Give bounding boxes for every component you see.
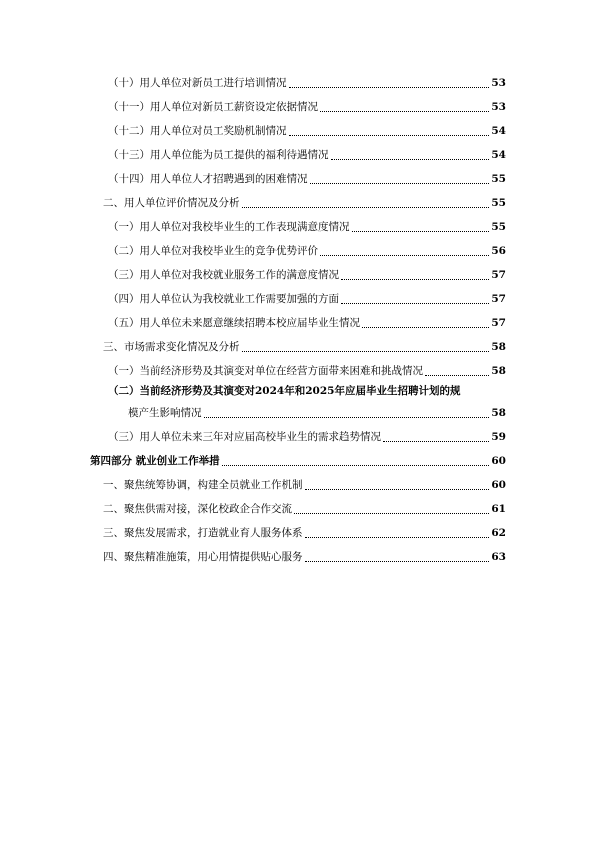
toc-entry[interactable] [108, 315, 506, 331]
toc-entry-title: （一）用人单位对我校毕业生的工作表现满意度情况 [108, 221, 350, 233]
toc-entry-title: 二、用人单位评价情况及分析 [103, 197, 240, 209]
toc-entry-title: 模产生影响情况 [128, 407, 202, 419]
toc-entry-page: 63 [491, 551, 506, 563]
toc-entry-title: （十）用人单位对新员工进行培训情况 [108, 77, 287, 89]
toc-entry[interactable] [108, 267, 506, 283]
toc-entry-title: （十四）用人单位人才招聘遇到的困难情况 [108, 173, 308, 185]
toc-entry[interactable] [108, 363, 506, 379]
toc-entry-title: 二、聚焦供需对接，深化校政企合作交流 [103, 503, 292, 515]
toc-entry-page: 58 [491, 341, 506, 353]
toc-entry-page: 60 [491, 479, 506, 491]
toc-entry-page: 62 [491, 527, 506, 539]
toc-entry-page: 57 [491, 317, 506, 329]
toc-leader-dots [341, 303, 489, 304]
toc-leader-dots [305, 489, 490, 490]
toc-entry-page: 55 [491, 197, 506, 209]
toc-entry-page: 53 [491, 77, 506, 89]
toc-entry-title: 第四部分 就业创业工作举措 [90, 455, 220, 467]
toc-leader-dots [362, 327, 489, 328]
toc-entry-title: （十三）用人单位能为员工提供的福利待遇情况 [108, 149, 329, 161]
toc-entry[interactable] [108, 147, 506, 163]
toc-entry[interactable] [108, 243, 506, 259]
toc-entry-title: （三）用人单位未来三年对应届高校毕业生的需求趋势情况 [108, 431, 381, 443]
toc-entry[interactable] [103, 525, 506, 541]
toc-entry-page: 58 [491, 365, 506, 377]
toc-leader-dots [305, 537, 490, 538]
toc-entry-page: 54 [491, 125, 506, 137]
toc-leader-dots [204, 417, 490, 418]
toc-leader-dots [341, 279, 489, 280]
toc-entry[interactable] [103, 195, 506, 211]
toc-entry-page: 53 [491, 101, 506, 113]
toc-leader-dots [305, 561, 490, 562]
toc-leader-dots [425, 375, 489, 376]
toc-entry[interactable] [90, 453, 506, 469]
toc-entry-page: 56 [491, 245, 506, 257]
toc-leader-dots [289, 135, 490, 136]
toc-leader-dots [383, 441, 489, 442]
toc-entry[interactable] [103, 339, 506, 355]
toc-entry-page: 57 [491, 293, 506, 305]
toc-entry-title: 一、聚焦统筹协调，构建全员就业工作机制 [103, 479, 303, 491]
toc-entry-title: （三）用人单位对我校就业服务工作的满意度情况 [108, 269, 339, 281]
toc-entry[interactable] [108, 99, 506, 115]
toc-entry[interactable] [108, 429, 506, 445]
toc-leader-dots [352, 231, 490, 232]
toc-entry[interactable] [128, 405, 506, 421]
toc-entry[interactable] [108, 123, 506, 139]
toc-entry[interactable] [103, 477, 506, 493]
toc-entry-page: 57 [491, 269, 506, 281]
toc-leader-dots [331, 159, 490, 160]
toc-leader-dots [242, 351, 490, 352]
toc-entry-title: （十二）用人单位对员工奖励机制情况 [108, 125, 287, 137]
toc-entry-title: 三、市场需求变化情况及分析 [103, 341, 240, 353]
toc-entry[interactable] [103, 501, 506, 517]
toc-entry-page: 58 [491, 407, 506, 419]
toc-leader-dots [294, 513, 489, 514]
toc-entry-title-line1[interactable]: （二）当前经济形势及其演变对2024年和2025年应届毕业生招聘计划的规 [108, 385, 461, 397]
toc-entry-title: （一）当前经济形势及其演变对单位在经营方面带来困难和挑战情况 [108, 365, 423, 377]
toc-entry[interactable] [108, 291, 506, 307]
toc-entry-title: （四）用人单位认为我校就业工作需要加强的方面 [108, 293, 339, 305]
toc-entry-title: （五）用人单位未来愿意继续招聘本校应届毕业生情况 [108, 317, 360, 329]
toc-leader-dots [320, 111, 489, 112]
toc-leader-dots [242, 207, 490, 208]
toc-leader-dots [289, 87, 490, 88]
toc-entry-title: （二）用人单位对我校毕业生的竞争优势评价 [108, 245, 318, 257]
toc-leader-dots [320, 255, 489, 256]
toc-entry[interactable] [108, 75, 506, 91]
toc-entry[interactable] [108, 171, 506, 187]
toc-entry-title: 四、聚焦精准施策，用心用情提供贴心服务 [103, 551, 303, 563]
toc-entry-page: 55 [491, 221, 506, 233]
toc-leader-dots [222, 465, 490, 466]
toc-entry-page: 61 [491, 503, 506, 515]
toc-entry-title: （十一）用人单位对新员工薪资设定依据情况 [108, 101, 318, 113]
toc-entry[interactable] [108, 219, 506, 235]
toc-leader-dots [310, 183, 490, 184]
toc-entry[interactable] [103, 549, 506, 565]
toc-entry-title: 三、聚焦发展需求，打造就业育人服务体系 [103, 527, 303, 539]
toc-entry-page: 55 [491, 173, 506, 185]
toc-entry-page: 54 [491, 149, 506, 161]
toc-entry-page: 59 [491, 431, 506, 443]
toc-entry-page: 60 [491, 455, 506, 467]
